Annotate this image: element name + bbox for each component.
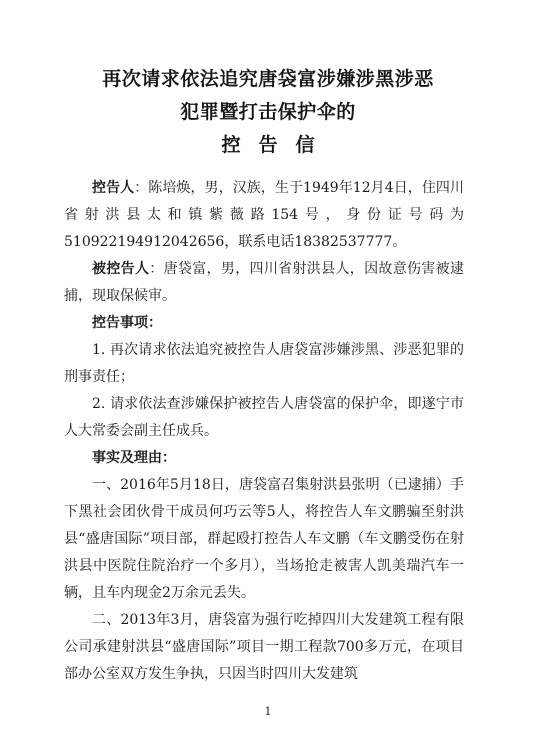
matter-2: 2. 请求依法查涉嫌保护被控告人唐袋富的保护伞，即遂宁市人大常委会副主任成兵。: [64, 396, 464, 439]
fact-1: 一、2016年5月18日，唐袋富召集射洪县张明（已逮捕）手下黑社会团伙骨干成员何巧云等5人，将控告人车文鹏骗至射洪县“盛唐国际”项目部，群起殴打控告人车文鹏（车文鹏受伤在射洪县中医院住院治疗一个多月），当场抢走被害人凯美瑞汽车一辆，且车内现金2万余元丢失。: [64, 477, 464, 601]
matter-1: 1. 再次请求依法追究被控告人唐袋富涉嫌涉黑、涉恶犯罪的刑事责任；: [64, 342, 464, 385]
complainant-label: 控告人: [92, 180, 135, 196]
document-title-line-3: 控告信: [221, 134, 333, 156]
complainant-text: ：陈培焕，男，汉族，生于1949年12月4日，住四川省射洪县太和镇紫薇路154号，身份证号码为510922194912042656，联系电话18382537777。: [64, 180, 465, 250]
matters-heading: 控告事项：: [92, 315, 162, 331]
facts-heading: 事实及理由：: [92, 450, 176, 466]
complainant-paragraph: [64, 175, 464, 256]
page-number: 1: [264, 705, 272, 718]
accused-text: ：唐袋富，男，四川省射洪县人，因故意伤害被逮捕，现取保候审。: [64, 261, 464, 304]
document-title-line-2: 犯罪暨打击保护伞的: [180, 101, 356, 123]
document-title-line-1: 再次请求依法追究唐袋富涉嫌涉黑涉恶: [102, 68, 434, 90]
accused-paragraph: [64, 256, 464, 310]
fact-2: 二、2013年3月，唐袋富为强行吃掉四川大发建筑工程有限公司承建射洪县“盛唐国际”项目一期工程款700多万元，在项目部办公室双方发生争执，只因当时四川大发建筑: [64, 612, 464, 682]
accused-label: 被控告人: [92, 261, 150, 277]
